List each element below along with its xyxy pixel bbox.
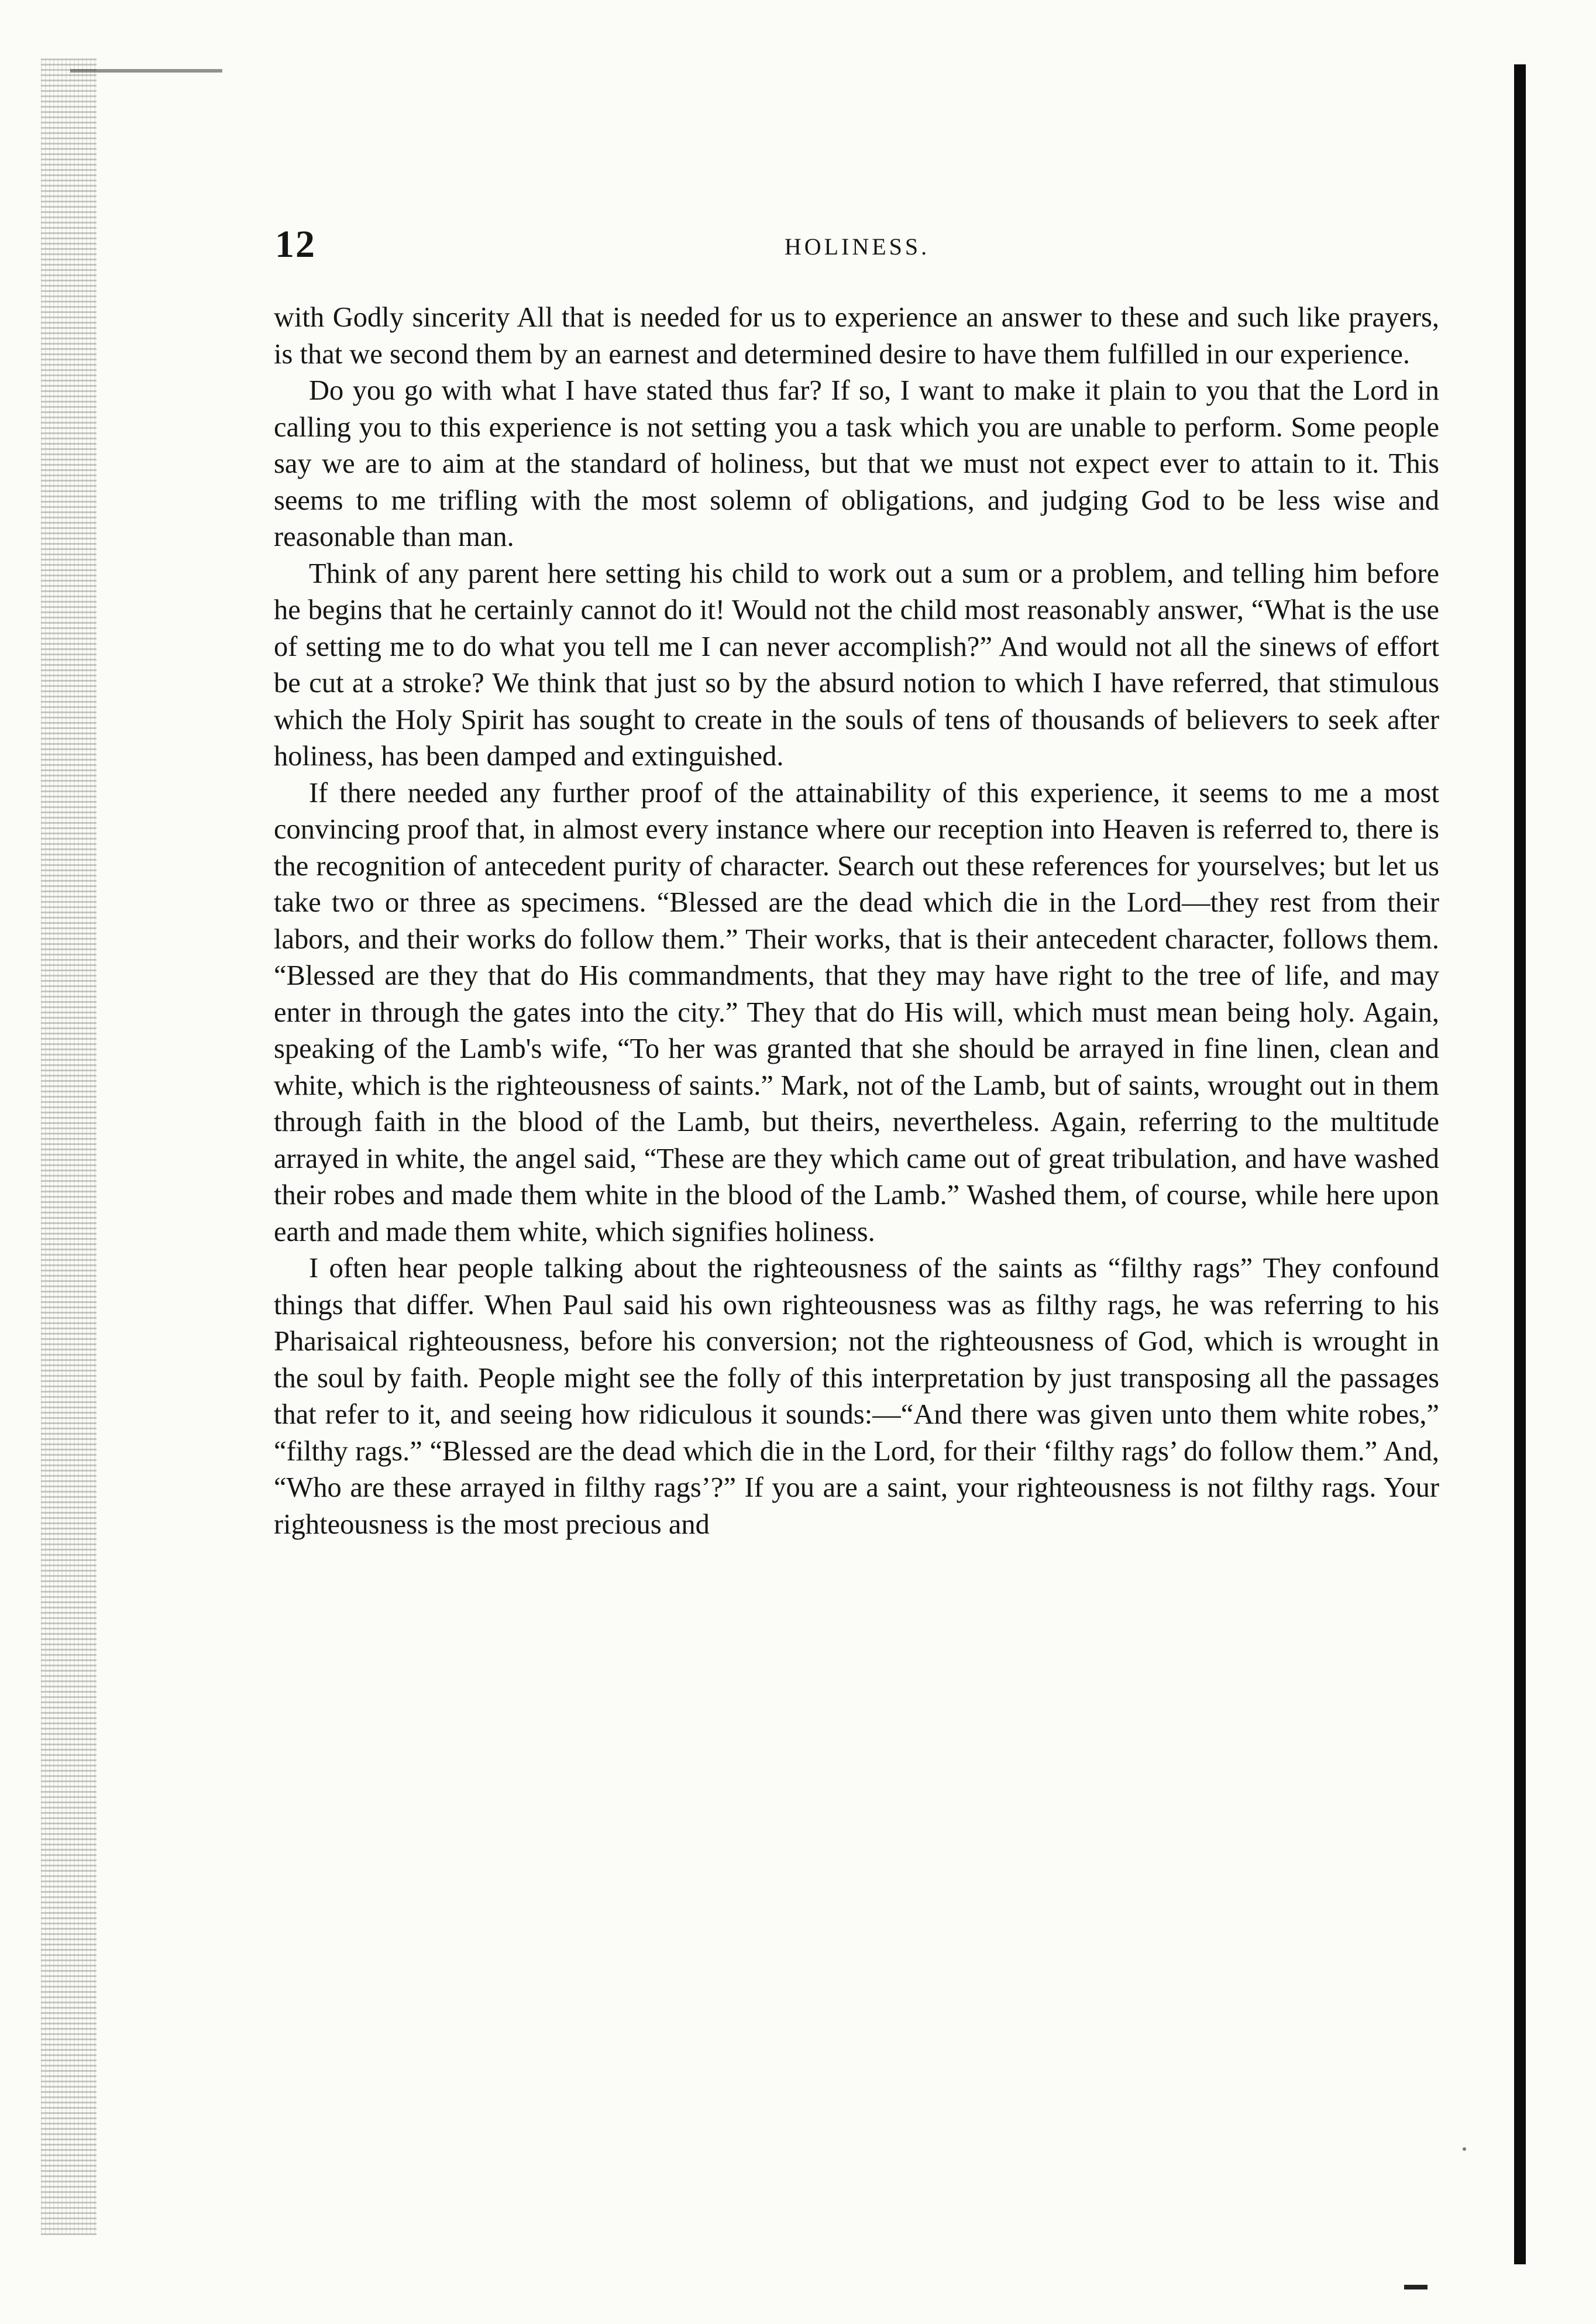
paragraph: If there needed any further proof of the attainability of this experience, it seems to me a most convincing proof that, in almost every instance where our reception into Heaven is referred to, there is the recognition of antecedent purity of character. Search out these references for yourselves; but let us take two or three as specimens. “Blessed are the dead which die in the Lord—they rest from their labors, and their works do follow them.” Their works, that is their antecedent character, follows them. “Blessed are they that do His commandments, that they may have right to the tree of life, and may enter in through the gates into the city.” They that do His will, which must mean being holy. Again, speaking of the Lamb's wife, “To her was granted that she should be arrayed in fine linen, clean and white, which is the righteousness of saints.” Mark, not of the Lamb, but of saints, wrought out in them through faith in the blood of the Lamb, but theirs, nevertheless. Again, referring to the multitude arrayed in white, the angel said, “These are they which came out of great tribulation, and have washed their robes and made them white in the blood of the Lamb.” Washed them, of course, while here upon earth and made them white, which signifies holiness.	[274, 777, 1439, 1247]
paragraph: Do you go with what I have stated thus far? If so, I want to make it plain to you that the Lord in calling you to this experience is not setting you a task which you are unable to perform. Some people say we are to aim at the standard of holiness, but that we must not expect ever to attain to it. This seems to me trifling with the most solemn of obligations, and judging God to be less wise and reasonable than man.	[274, 375, 1439, 552]
paragraph: I often hear people talking about the righteousness of the saints as “filthy rags” They confound things that differ. When Paul said his own righteousness was as filthy rags, he was referring to his Pharisaical righteousness, before his conversion; not the righteousness of God, which is wrought in the soul by faith. People might see the folly of this interpretation by just transposing all the passages that refer to it, and seeing how ridiculous it sounds:—“And there was given unto them white robes,” “filthy rags.” “Blessed are the dead which die in the Lord, for their ‘filthy rags’ do follow them.” And, “Who are these arrayed in filthy rags’?” If you are a saint, your righteousness is not filthy rags. Your righteousness is the most precious and	[274, 1253, 1439, 1540]
scan-mark	[1404, 2285, 1428, 2289]
page-header	[275, 222, 1439, 287]
scanned-page-border	[1514, 64, 1526, 2264]
running-title: HOLINESS.	[784, 233, 930, 260]
top-left-rule	[70, 69, 222, 73]
body-text	[274, 300, 1439, 1543]
scanned-binding-edge	[41, 59, 97, 2235]
paragraph: Think of any parent here setting his child to work out a sum or a problem, and telling him before he begins that he certainly cannot do it! Would not the child most reasonably answer, “What is the use of setting me to do what you tell me I can never accomplish?” And would not all the sinews of effort be cut at a stroke? We think that just so by the absurd notion to which I have referred, that stimulous which the Holy Spirit has sought to create in the souls of tens of thousands of believers to seek after holiness, has been damped and extinguished.	[274, 558, 1439, 772]
page-number: 12	[275, 223, 316, 266]
paragraph: with Godly sincerity All that is needed for us to experience an answer to these and such like prayers, is that we second them by an earnest and determined desire to have them fulfilled in our experience.	[274, 302, 1439, 370]
scan-speck	[1463, 2147, 1466, 2151]
